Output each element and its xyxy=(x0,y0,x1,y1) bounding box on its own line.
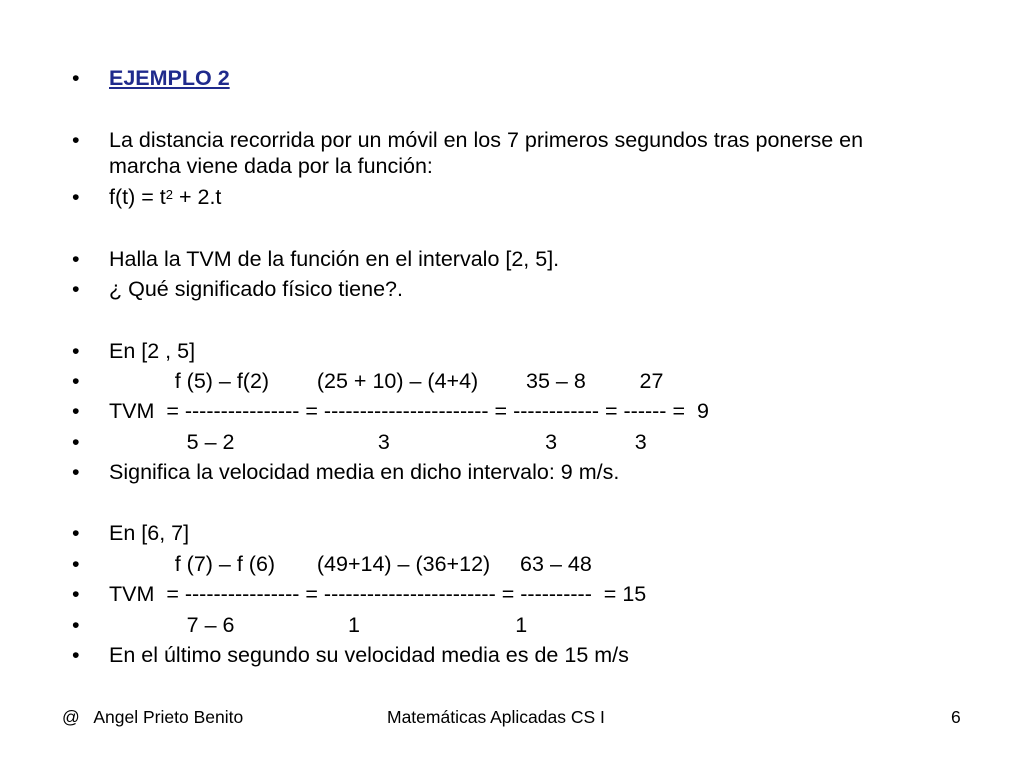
interval-1-denominators: 5 – 2 3 3 3 xyxy=(109,430,647,454)
bullet-interval-2-meaning xyxy=(72,642,994,746)
bullet-icon: • xyxy=(72,430,80,454)
bullet-icon: • xyxy=(72,128,80,152)
interval-1-label: En [2 , 5] xyxy=(109,339,196,363)
bullet-icon: • xyxy=(72,247,80,271)
footer-author: @ Angel Prieto Benito xyxy=(62,707,244,727)
interval-2-denominators: 7 – 6 1 1 xyxy=(109,613,528,637)
interval-1-fraction-line: TVM = ---------------- = ----------------------- = ------------ = ------ = 9 xyxy=(109,399,709,423)
bullet-icon: • xyxy=(72,399,80,423)
bullet-icon: • xyxy=(72,339,80,363)
bullet-icon: • xyxy=(72,277,80,301)
problem-statement: La distancia recorrida por un móvil en los 7 primeros segundos tras ponerse en marcha viene dada por la función: xyxy=(109,128,864,178)
bullet-icon: • xyxy=(72,552,80,576)
question-tvm: Halla la TVM de la función en el intervalo [2, 5]. xyxy=(109,247,560,271)
bullet-icon: • xyxy=(72,582,80,606)
function-tail: + 2.t xyxy=(172,185,222,209)
interval-2-numerators: f (7) – f (6) (49+14) – (36+12) 63 – 48 xyxy=(109,552,592,576)
interval-1-numerators: f (5) – f(2) (25 + 10) – (4+4) 35 – 8 27 xyxy=(109,369,664,393)
bullet-icon: • xyxy=(72,643,80,667)
question-meaning: ¿ Qué significado físico tiene?. xyxy=(109,277,403,301)
function-base: f(t) = t xyxy=(109,185,166,209)
function-exponent: 2 xyxy=(165,187,173,202)
bullet-icon: • xyxy=(72,613,80,637)
bullet-icon: • xyxy=(72,185,80,209)
footer-page-number: 6 xyxy=(951,707,961,727)
bullet-icon: • xyxy=(72,369,80,393)
example-heading: EJEMPLO 2 xyxy=(109,66,230,90)
bullet-icon: • xyxy=(72,66,80,90)
bullet-icon: • xyxy=(72,460,80,484)
bullet-icon: • xyxy=(72,521,80,545)
interval-2-meaning: En el último segundo su velocidad media es de 15 m/s xyxy=(109,643,629,667)
function-definition xyxy=(109,184,221,210)
footer-course: Matemáticas Aplicadas CS I xyxy=(387,707,605,727)
interval-2-fraction-line: TVM = ---------------- = ------------------------ = ---------- = 15 xyxy=(109,582,647,606)
interval-2-label: En [6, 7] xyxy=(109,521,190,545)
interval-1-meaning: Significa la velocidad media en dicho intervalo: 9 m/s. xyxy=(109,460,620,484)
